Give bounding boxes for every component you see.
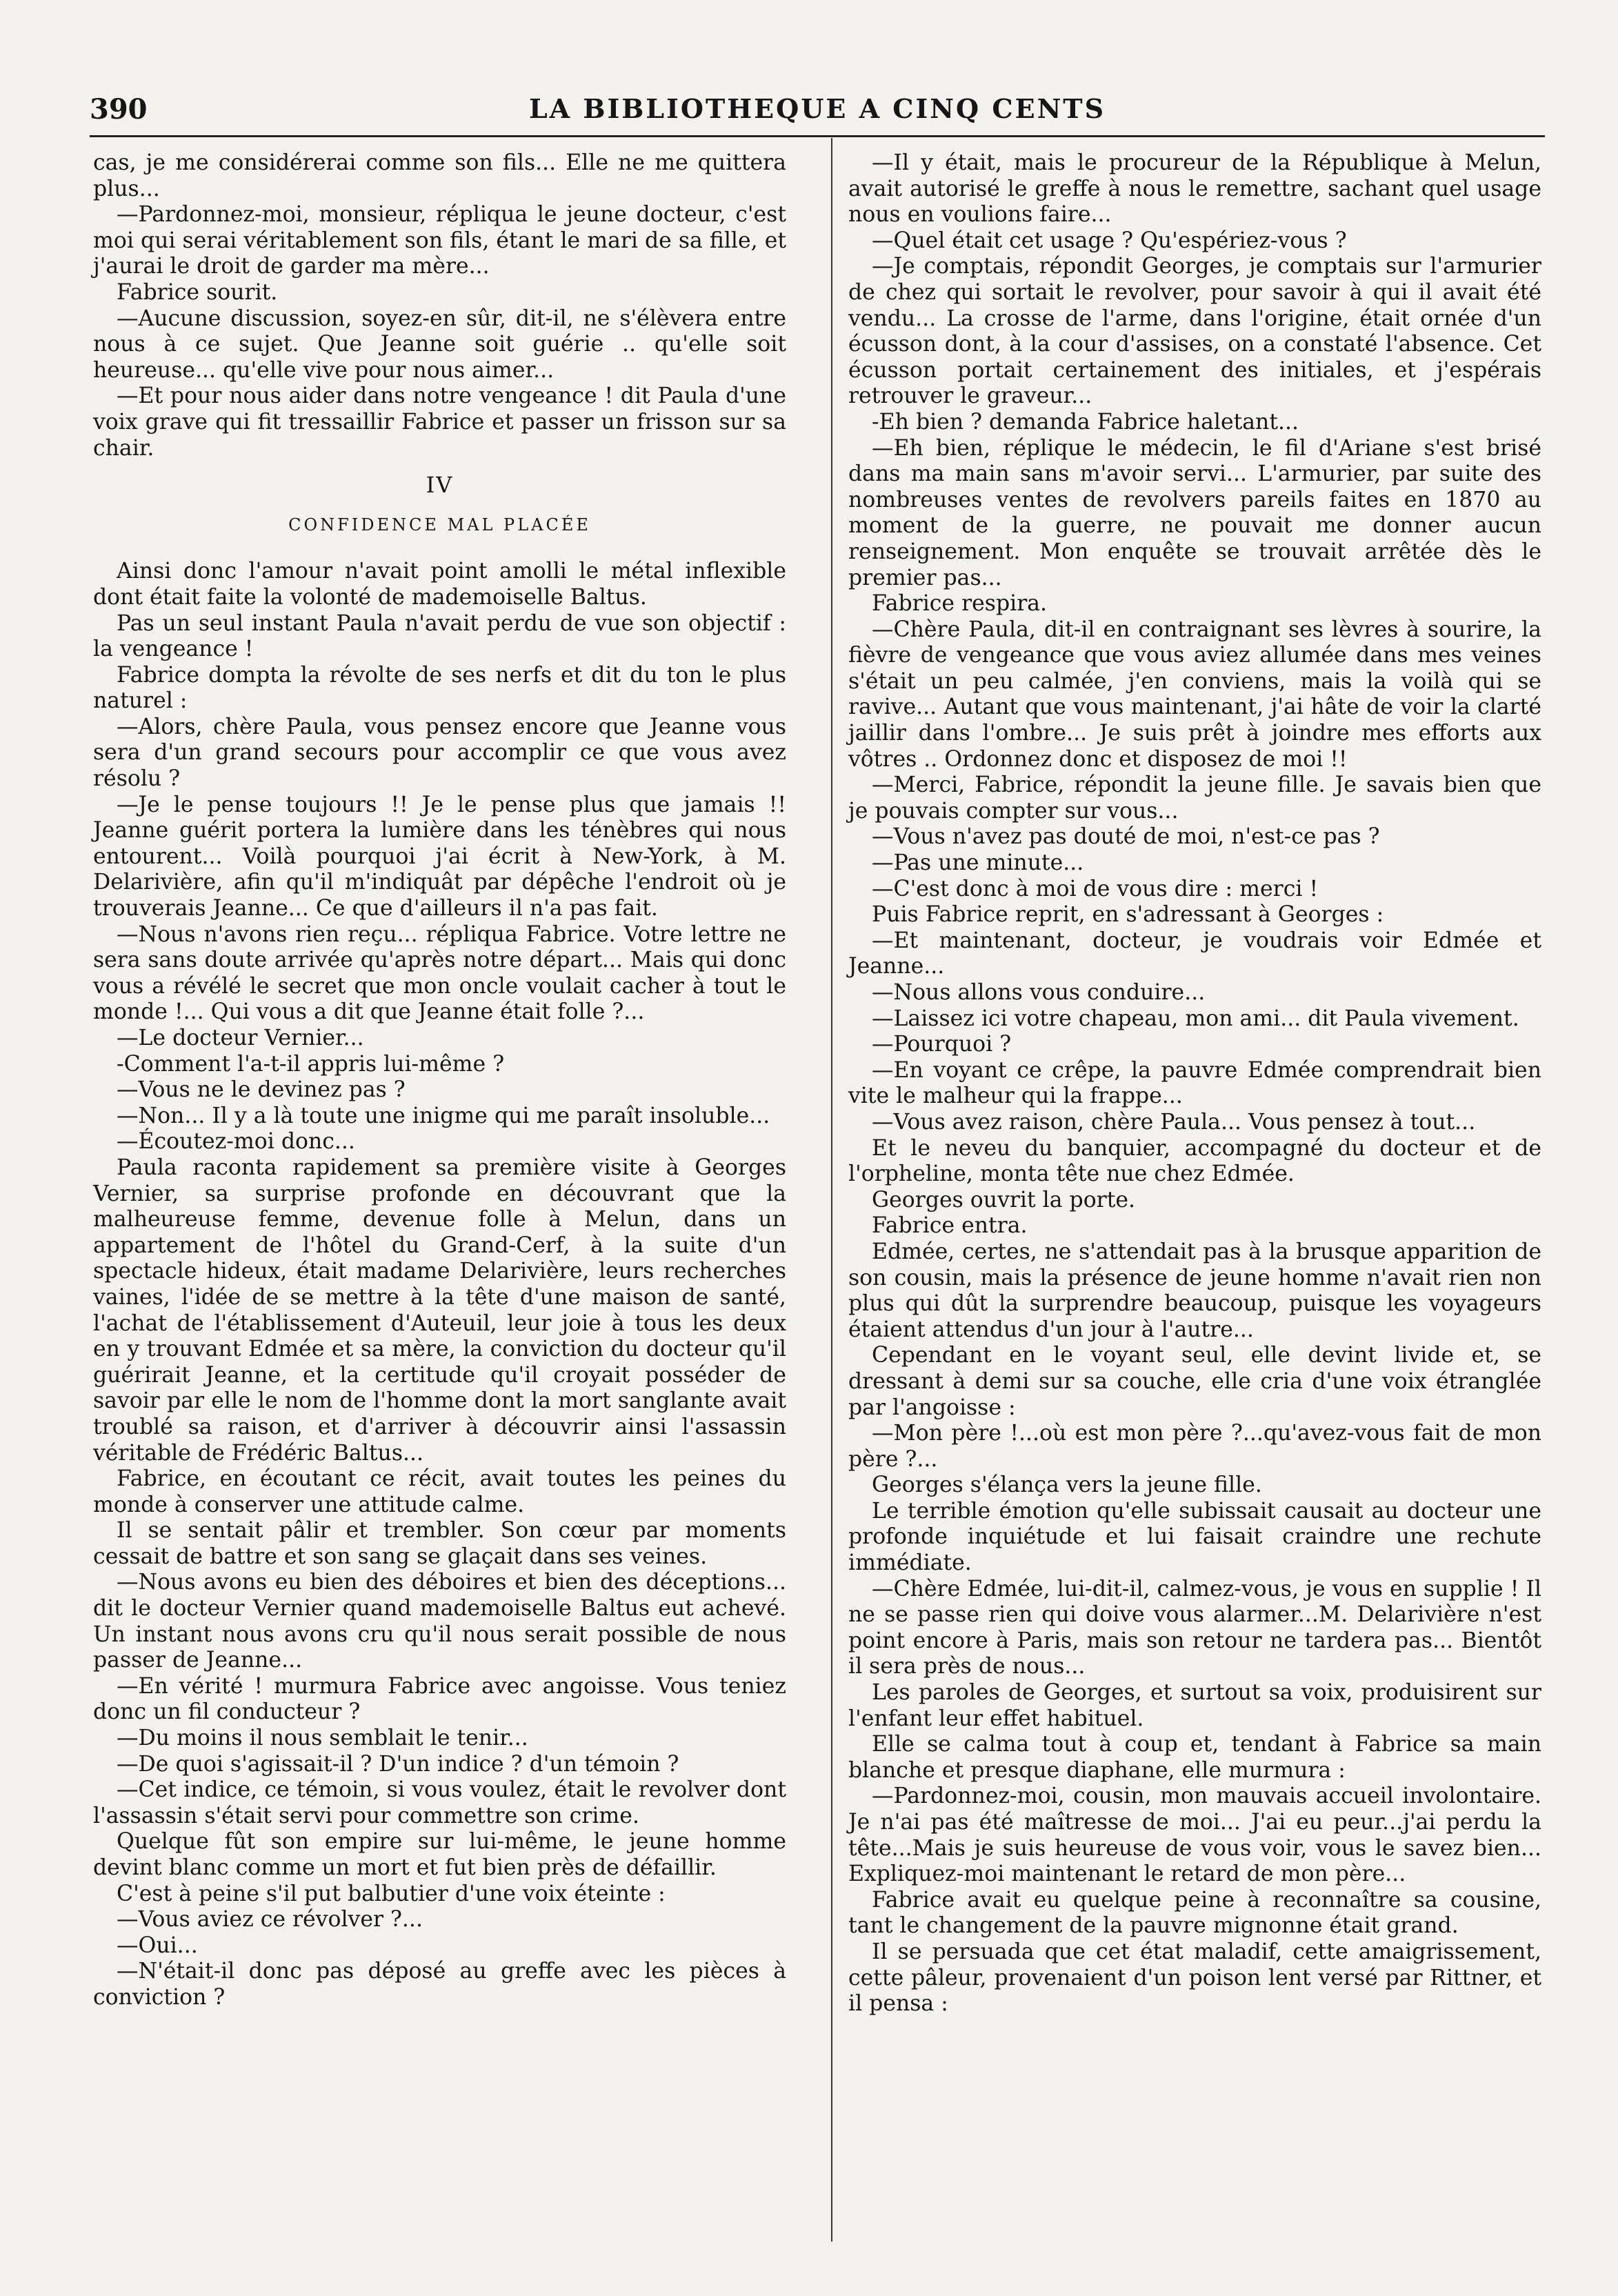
paragraph: Puis Fabrice reprit, en s'adressant à Georges :: [872, 902, 1384, 928]
paragraph: —Et pour nous aider dans notre vengeance ! dit Paula d'une voix grave qui fit tressaillir Fabrice et passer un frisson sur sa chair.: [93, 383, 786, 461]
paragraph: Il se sentait pâlir et trembler. Son cœur par moments cessait de battre et son sang se glaçait dans ses veines.: [93, 1518, 786, 1569]
paragraph: Cependant en le voyant seul, elle devint livide et, se dressant à demi sur sa couche, elle cria d'une voix étranglée par l'angoisse :: [848, 1343, 1541, 1420]
paragraph: —Vous avez raison, chère Paula... Vous pensez à tout...: [872, 1109, 1476, 1135]
paragraph: —Je comptais, répondit Georges, je comptais sur l'armurier de chez qui sortait le revolver, pour savoir à qui il avait été vendu... La crosse de l'arme, dans l'origine, était ornée d'un écusson dont, à la cour d'assises, on a constaté l'absence. Cet écusson portait certainement des initiales, et j'espérais retrouver le graveur...: [848, 254, 1541, 409]
paragraph: —Laissez ici votre chapeau, mon ami... dit Paula vivement.: [872, 1006, 1519, 1031]
paragraph: —Cet indice, ce témoin, si vous voulez, était le revolver dont l'assassin s'était servi pour commettre son crime.: [93, 1777, 786, 1828]
paragraph: —Merci, Fabrice, répondit la jeune fille. Je savais bien que je pouvais compter sur vous...: [848, 772, 1541, 823]
running-title: LA BIBLIOTHEQUE A CINQ CENTS: [528, 93, 1106, 124]
paragraph: —Alors, chère Paula, vous pensez encore que Jeanne vous sera d'un grand secours pour accomplir ce que vous avez résolu ?: [93, 714, 786, 792]
paragraph: —Nous n'avons rien reçu... répliqua Fabrice. Votre lettre ne sera sans doute arrivée qu'après notre départ... Mais qui donc vous a révélé le secret que mon oncle voulait cacher à tout le monde !... Qui vous a dit que Jeanne était folle ?...: [93, 921, 786, 1025]
paragraph: —N'était-il donc pas déposé au greffe avec les pièces à conviction ?: [93, 1959, 786, 2010]
paragraph: Il se persuada que cet état maladif, cette amaigrissement, cette pâleur, provenaient d'un poison lent versé par Rittner, et il pensa :: [848, 1939, 1541, 2017]
chapter-number: IV: [426, 472, 454, 499]
paragraph: Ainsi donc l'amour n'avait point amolli le métal inflexible dont était faite la volonté de mademoiselle Baltus.: [93, 559, 786, 610]
paragraph: —C'est donc à moi de vous dire : merci !: [872, 876, 1319, 901]
paragraph: —Écoutez-moi donc...: [117, 1129, 355, 1155]
paragraph: —De quoi s'agissait-il ? D'un indice ? d'un témoin ?: [117, 1751, 679, 1777]
paragraph: -Eh bien ? demanda Fabrice haletant...: [872, 409, 1299, 435]
paragraph: —Non... Il y a là toute une inigme qui me paraît insoluble...: [117, 1103, 770, 1128]
paragraph: Fabrice sourit.: [117, 279, 278, 305]
paragraph: Georges ouvrit la porte.: [872, 1187, 1136, 1212]
paragraph: —Vous ne le devinez pas ?: [117, 1077, 406, 1103]
paragraph: —Vous n'avez pas douté de moi, n'est-ce pas ?: [872, 824, 1380, 850]
header-rule: [90, 135, 1545, 137]
paragraph: —Pourquoi ?: [872, 1032, 1012, 1057]
left-column: [93, 150, 786, 2011]
paragraph: Edmée, certes, ne s'attendait pas à la brusque apparition de son cousin, mais la présence de jeune homme n'avait rien non plus qui dût la surprendre beaucoup, puisque les voyageurs étaient attendus d'un jour à l'autre...: [848, 1239, 1541, 1342]
page-number: 390: [90, 93, 148, 126]
paragraph: —Oui...: [117, 1933, 198, 1958]
paragraph: —Mon père !...où est mon père ?...qu'avez-vous fait de mon père ?...: [848, 1421, 1541, 1472]
paragraph: —Il y était, mais le procureur de la République à Melun, avait autorisé le greffe à nous le remettre, sachant quel usage nous en voulions faire...: [848, 150, 1541, 228]
paragraph: Fabrice, en écoutant ce récit, avait toutes les peines du monde à conserver une attitude calme.: [93, 1466, 786, 1517]
paragraph: C'est à peine s'il put balbutier d'une voix éteinte :: [117, 1881, 666, 1906]
paragraph: Georges s'élança vers la jeune fille.: [872, 1473, 1262, 1498]
paragraph: —En voyant ce crêpe, la pauvre Edmée comprendrait bien vite le malheur qui la frappe...: [848, 1057, 1541, 1109]
paragraph: —Chère Paula, dit-il en contraignant ses lèvres à sourire, la fièvre de vengeance que vous aviez allumée dans mes veines s'était un peu calmée, j'en conviens, mais la voilà qui se ravive... Autant que vous maintenant, j'ai hâte de voir la clarté jaillir dans l'ombre... Je suis prêt à joindre mes efforts aux vôtres .. Ordonnez donc et disposez de moi !!: [848, 617, 1541, 772]
paragraph: —Chère Edmée, lui-dit-il, calmez-vous, je vous en supplie ! Il ne se passe rien qui doive vous alarmer...M. Delarivière n'est point encore à Paris, mais son retour ne tardera pas... Bientôt il sera près de nous...: [848, 1576, 1541, 1679]
paragraph: —Le docteur Vernier...: [117, 1026, 364, 1050]
paragraph: Pas un seul instant Paula n'avait perdu de vue son objectif : la vengeance !: [93, 610, 786, 662]
paragraph: —Eh bien, réplique le médecin, le fil d'Ariane s'est brisé dans ma main sans m'avoir servi... L'armurier, par suite des nombreuses ventes de revolvers pareils faites en 1870 au moment de la guerre, ne pouvait me donner aucun renseignement. Mon enquête se trouvait arrêtée dès le premier pas...: [848, 435, 1541, 590]
chapter-title: CONFIDENCE MAL PLACÉE: [288, 515, 591, 535]
paragraph: Le terrible émotion qu'elle subissait causait au docteur une profonde inquiétude et lui faisait craindre une rechute immédiate.: [848, 1498, 1541, 1576]
paragraph: Les paroles de Georges, et surtout sa voix, produisirent sur l'enfant leur effet habituel.: [848, 1680, 1541, 1731]
paragraph: Fabrice respira.: [872, 591, 1048, 617]
paragraph: Elle se calma tout à coup et, tendant à Fabrice sa main blanche et presque diaphane, elle murmura :: [848, 1732, 1541, 1783]
paragraph: —Du moins il nous semblait le tenir...: [117, 1726, 528, 1751]
paragraph: —Pardonnez-moi, monsieur, répliqua le jeune docteur, c'est moi qui serai véritablement son fils, étant le mari de sa fille, et j'aurai le droit de garder ma mère...: [93, 202, 786, 279]
paragraph: —En vérité ! murmura Fabrice avec angoisse. Vous teniez donc un fil conducteur ?: [93, 1673, 786, 1725]
paragraph: Quelque fût son empire sur lui-même, le jeune homme devint blanc comme un mort et fut bien près de défaillir.: [93, 1829, 786, 1880]
paragraph: —Vous aviez ce révolver ?...: [117, 1907, 423, 1933]
column-divider: [831, 138, 832, 2242]
paragraph: Paula raconta rapidement sa première visite à Georges Vernier, sa surprise profonde en découvrant que la malheureuse femme, devenue folle à Melun, dans un appartement de l'hôtel du Grand-Cerf, à la suite d'un spectacle hideux, était madame Delarivière, leurs recherches vaines, l'idée de se mettre à la tête d'une maison de santé, l'achat de l'établissement d'Auteuil, leur joie à tous les deux en y trouvant Edmée et sa mère, la conviction du docteur qu'il guérirait Jeanne, et la certitude qu'il croyait posséder de savoir par elle le nom de l'homme dont la mort sanglante avait troublé sa raison, et d'arriver à découvrir ainsi l'assassin véritable de Frédéric Baltus...: [93, 1155, 786, 1466]
paragraph: Fabrice dompta la révolte de ses nerfs et dit du ton le plus naturel :: [93, 662, 786, 714]
paragraph: —Pardonnez-moi, cousin, mon mauvais accueil involontaire. Je n'ai pas été maîtresse de moi... J'ai eu peur...j'ai perdu la tête...Mais je suis heureuse de vous voir, vous le savez bien... Expliquez-moi maintenant le retard de mon père...: [848, 1784, 1541, 1887]
paragraph: cas, je me considérerai comme son fils... Elle ne me quittera plus...: [93, 150, 786, 201]
paragraph: —Nous allons vous conduire...: [872, 980, 1206, 1005]
paragraph: -Comment l'a-t-il appris lui-même ?: [117, 1051, 505, 1077]
paragraph: —Quel était cet usage ? Qu'espériez-vous ?: [872, 228, 1347, 253]
paragraph: —Nous avons eu bien des déboires et bien des déceptions... dit le docteur Vernier quand mademoiselle Baltus eut achevé. Un instant nous avons cru qu'il nous serait possible de nous passer de Jeanne...: [93, 1570, 786, 1673]
paragraph: Fabrice avait eu quelque peine à reconnaître sa cousine, tant le changement de la pauvre mignonne était grand.: [848, 1887, 1541, 1939]
right-column: [848, 150, 1541, 2017]
paragraph: —Je le pense toujours !! Je le pense plus que jamais !! Jeanne guérit portera la lumière dans les ténèbres qui nous entourent... Voilà pourquoi j'ai écrit à New-York, à M. Delarivière, afin qu'il m'indiquât par dépêche l'endroit où je trouverais Jeanne... Ce que d'ailleurs il n'a pas fait.: [93, 792, 786, 921]
paragraph: —Et maintenant, docteur, je voudrais voir Edmée et Jeanne...: [848, 928, 1541, 979]
paragraph: Et le neveu du banquier, accompagné du docteur et de l'orpheline, monta tête nue chez Edmée.: [848, 1135, 1541, 1187]
paragraph: Fabrice entra.: [872, 1213, 1028, 1239]
page-header: [90, 93, 1545, 134]
paragraph: —Pas une minute...: [872, 850, 1084, 876]
paragraph: —Aucune discussion, soyez-en sûr, dit-il, ne s'élèvera entre nous à ce sujet. Que Jeanne soit guérie .. qu'elle soit heureuse... qu'elle vive pour nous aimer...: [93, 306, 786, 383]
